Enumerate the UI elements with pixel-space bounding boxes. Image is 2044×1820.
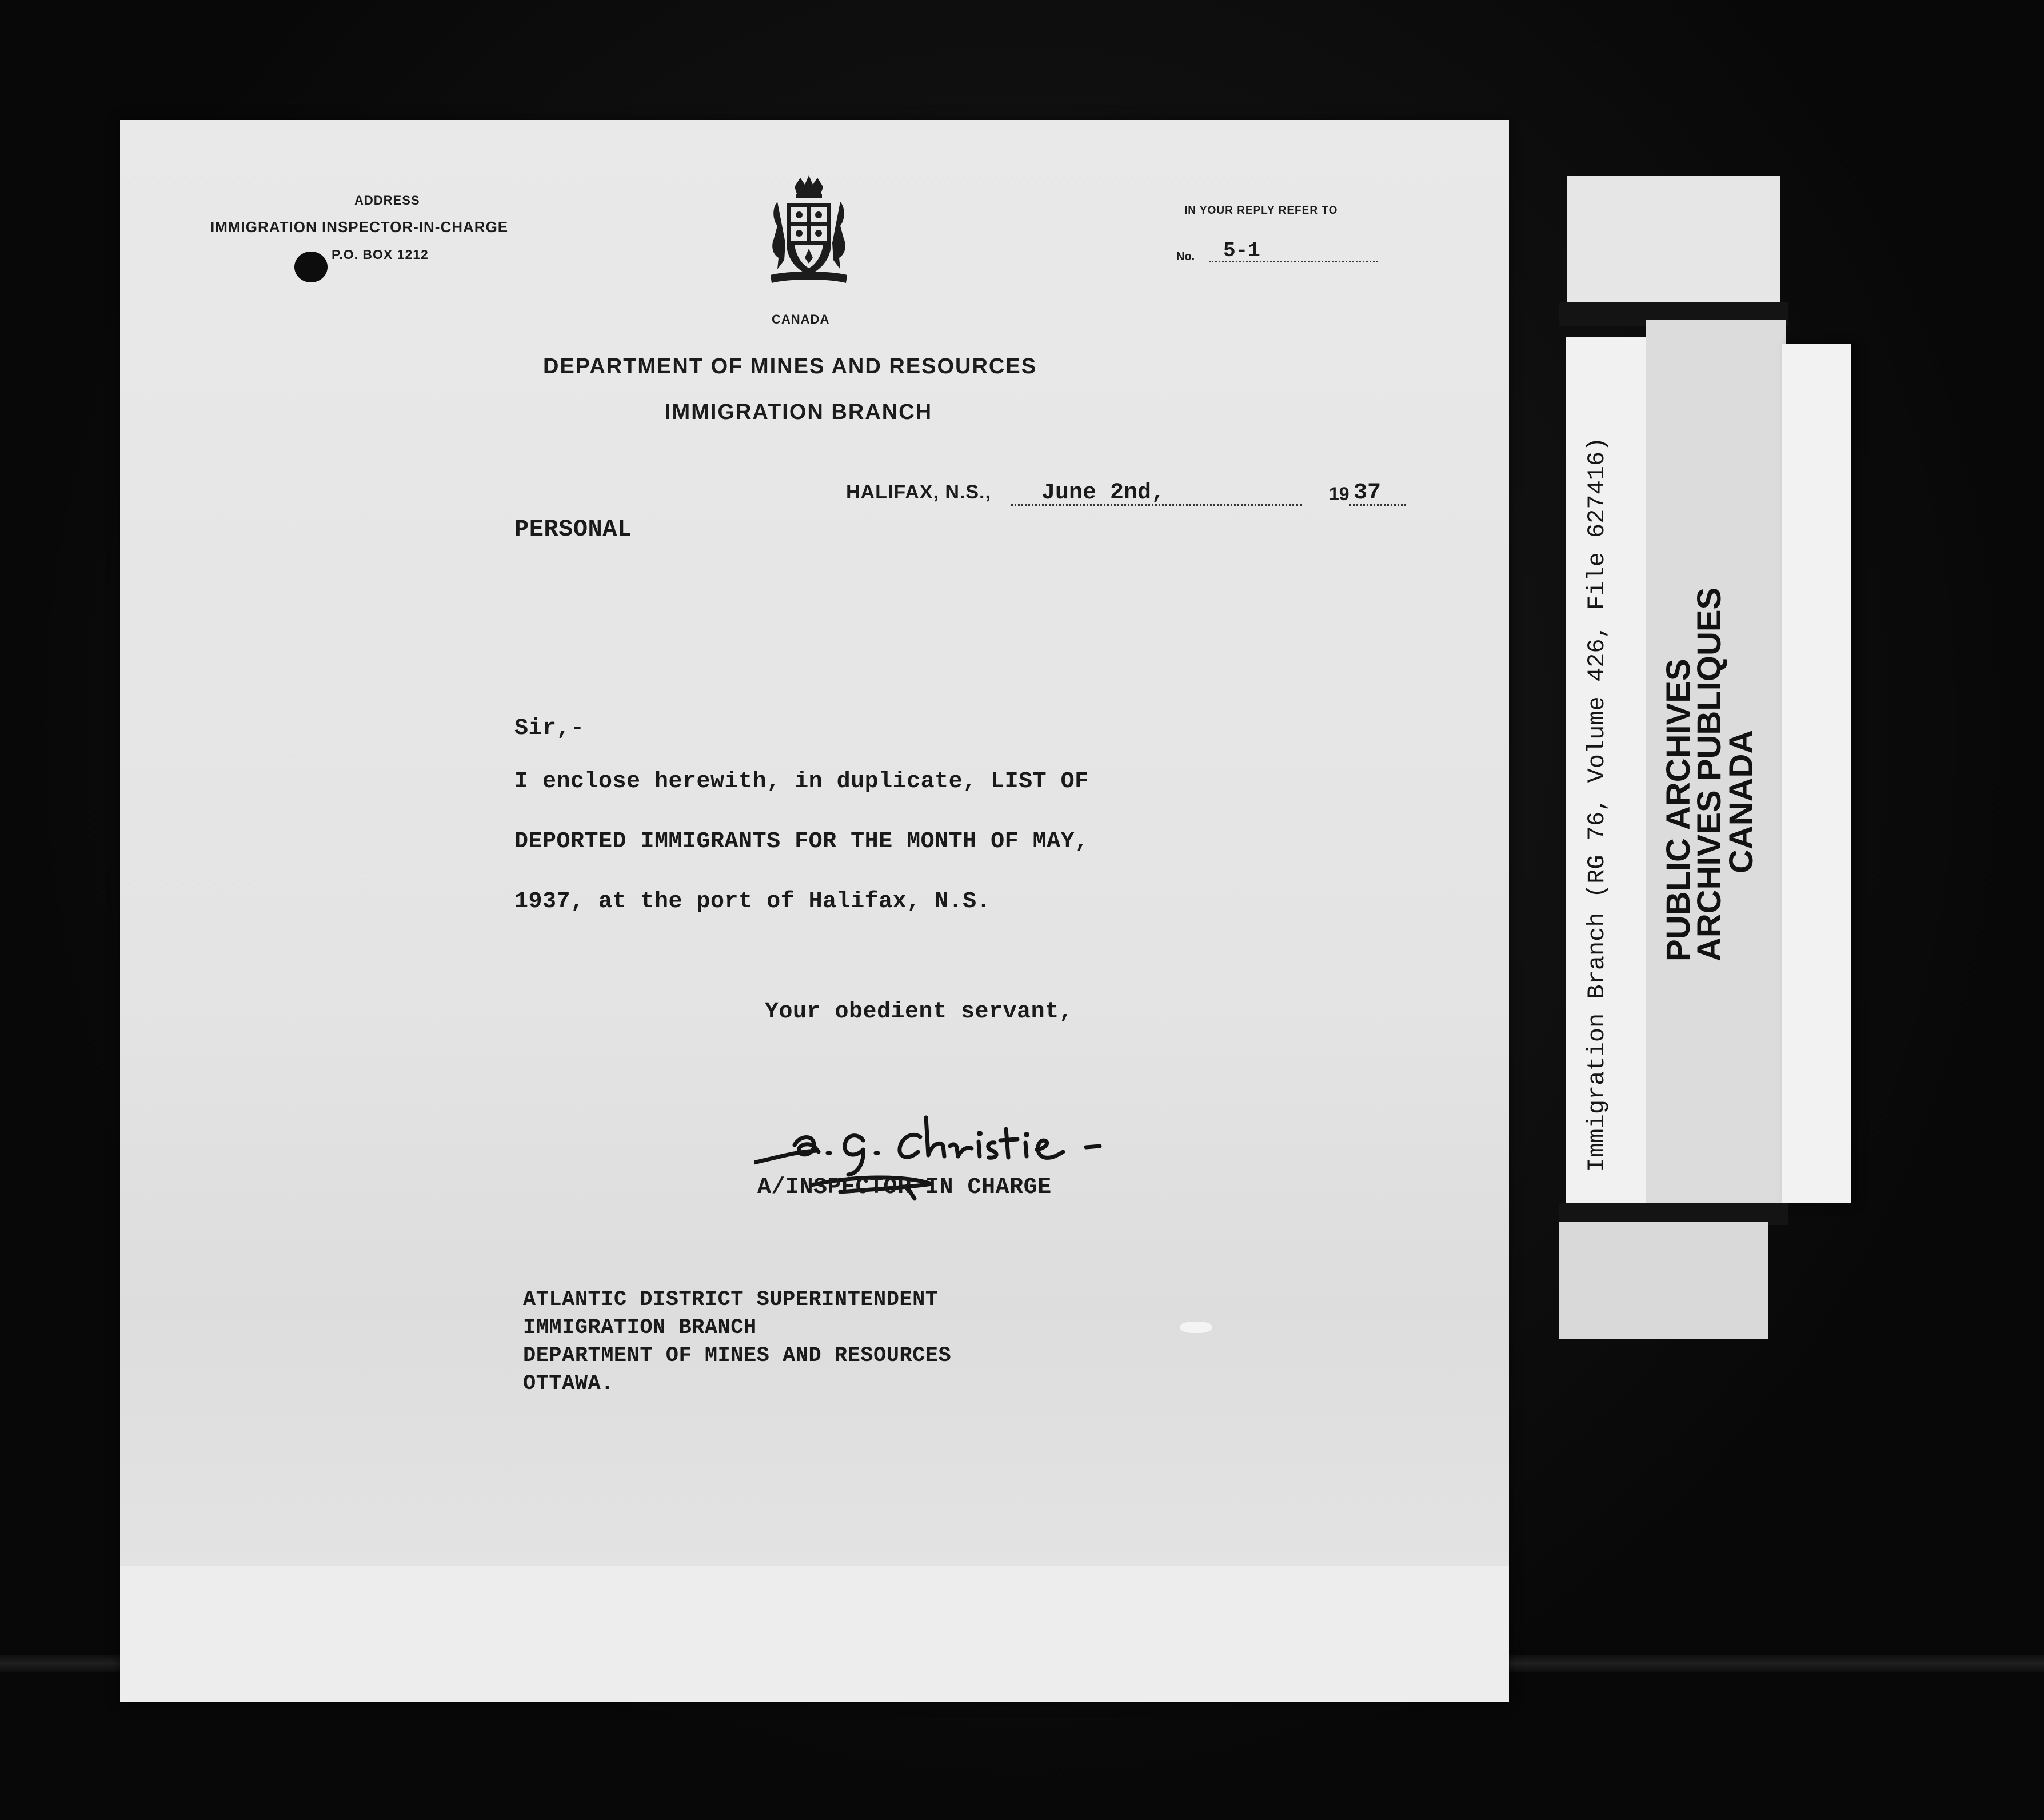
crest-caption: CANADA [772, 312, 830, 326]
reply-number-value: 5-1 [1223, 239, 1260, 262]
dateline-place: HALIFAX, N.S., [846, 481, 991, 503]
dateline-date: June 2nd, [1041, 480, 1165, 506]
dateline-year-suffix: 37 [1354, 480, 1382, 506]
archive-name-english: PUBLIC ARCHIVES [1660, 658, 1697, 961]
closing-line: Your obedient servant, [765, 999, 1073, 1025]
reply-number-label: No. [1176, 250, 1195, 263]
body-line: DEPORTED IMMIGRANTS FOR THE MONTH OF MAY, [514, 829, 1089, 855]
archive-tag-side-strip [1782, 344, 1851, 1203]
archive-name-french: ARCHIVES PUBLIQUES [1691, 587, 1728, 961]
scan-speck [1180, 1322, 1212, 1333]
archive-country: CANADA [1723, 729, 1760, 873]
dateline-year-prefix: 19 [1329, 484, 1350, 504]
punch-hole [294, 252, 328, 282]
letter-page [120, 120, 1509, 1702]
address-line-1: IMMIGRATION INSPECTOR-IN-CHARGE [210, 218, 509, 236]
address-label: ADDRESS [354, 193, 420, 207]
addressee-line: IMMIGRATION BRANCH [523, 1316, 757, 1340]
body-line: 1937, at the port of Halifax, N.S. [514, 889, 991, 915]
addressee-line: ATLANTIC DISTRICT SUPERINTENDENT [523, 1288, 939, 1312]
personal-marking: PERSONAL [514, 516, 632, 543]
page-lower-band [120, 1566, 1509, 1702]
archive-tag-bottom-flap [1559, 1222, 1768, 1339]
signature-title: A/INSPECTOR IN CHARGE [757, 1175, 1052, 1200]
coat-of-arms-icon [760, 174, 857, 289]
archive-tag-top-flap [1567, 176, 1780, 302]
addressee-line: DEPARTMENT OF MINES AND RESOURCES [523, 1344, 952, 1368]
archive-reference-text: Immigration Branch (RG 76, Volume 426, File 627416) [1583, 437, 1611, 1172]
department-heading: DEPARTMENT OF MINES AND RESOURCES [543, 354, 1037, 378]
salutation: Sir,- [514, 716, 585, 741]
body-line: I enclose herewith, in duplicate, LIST OF [514, 769, 1089, 795]
addressee-line: OTTAWA. [523, 1372, 614, 1396]
address-line-2: P.O. BOX 1212 [332, 247, 429, 262]
branch-heading: IMMIGRATION BRANCH [665, 400, 933, 424]
reply-reference-label: IN YOUR REPLY REFER TO [1184, 205, 1338, 217]
